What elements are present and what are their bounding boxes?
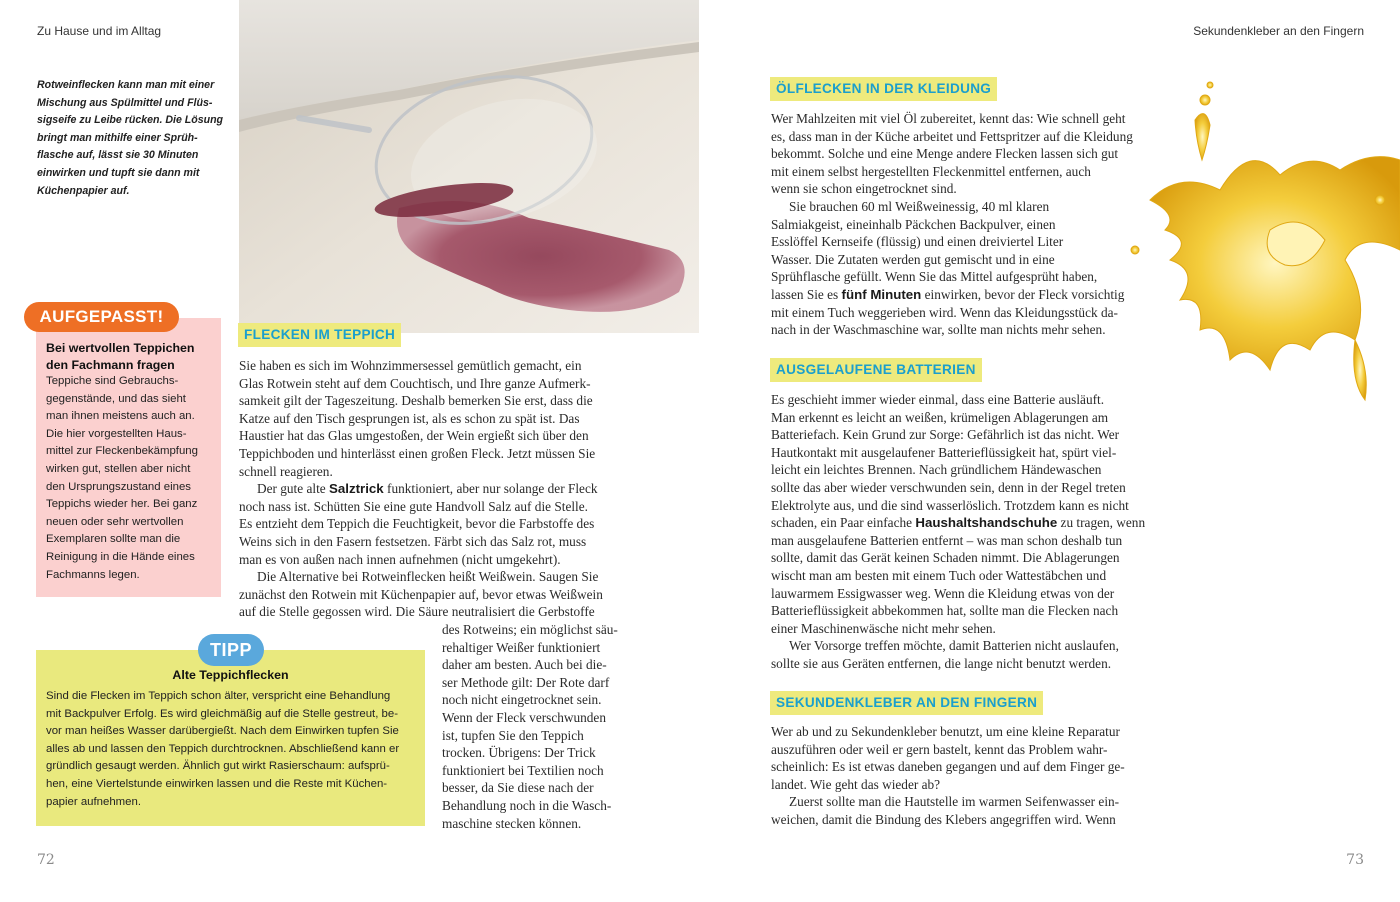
article-oel xyxy=(771,110,1191,339)
text-line: auf die Stelle gegossen wird. Die Säure neutralisiert die Gerbstoffe xyxy=(239,604,595,620)
text-line: Hautkontakt mit ausgelaufener Batterieflüssigkeit hat, spürt viel- xyxy=(771,444,1117,460)
text-line: Behandlung noch in die Wasch- xyxy=(442,797,612,813)
text-line: wischt man am besten mit einem Tuch oder Wattestäbchen und xyxy=(771,567,1107,583)
section-heading-kleber: SEKUNDENKLEBER AN DEN FINGERN xyxy=(770,691,1043,715)
running-head-right: Sekundenkleber an den Fingern xyxy=(1193,24,1364,38)
page-number-right: 73 xyxy=(1346,852,1364,868)
warning-line: den Ursprungszustand eines xyxy=(46,480,192,493)
article-batterien xyxy=(771,391,1191,673)
tip-line: Sind die Flecken im Teppich schon älter, verspricht eine Behandlung xyxy=(46,690,391,702)
text-line: trocken. Übrigens: Der Trick xyxy=(442,745,596,761)
text-line: noch nass ist. Schütten Sie eine gute Handvoll Salz auf die Stelle. xyxy=(239,498,588,514)
text-line: scheinlich: Es ist etwas daneben gegangen und auf dem Finger ge- xyxy=(771,759,1125,775)
text-line: Wer Vorsorge treffen möchte, damit Batterien nicht auslaufen, xyxy=(789,638,1119,654)
warning-title-line: den Fachmann fragen xyxy=(46,357,175,372)
tipp-badge xyxy=(198,634,264,666)
text-line: rehaltiger Weißer funktioniert xyxy=(442,639,601,655)
text-line: weichen, damit die Bindung des Klebers angegriffen wird. Wenn xyxy=(771,811,1116,827)
text-line: nach in der Waschmaschine war, sollte man nichts mehr sehen. xyxy=(771,322,1106,338)
warning-box xyxy=(36,318,221,597)
tip-box-title: Alte Teppichflecken xyxy=(172,668,289,682)
text-line: auszuführen oder weil er gern bastelt, kennt das Problem wahr- xyxy=(771,741,1108,757)
text-line: mit einem selbst hergestellten Fleckenmittel entfernen, auch xyxy=(771,163,1091,179)
text-line: Salmiakgeist, eineinhalb Päckchen Backpulver, einen xyxy=(771,216,1056,232)
text-line: Glas Rotwein steht auf dem Couchtisch, und Ihre ganze Aufmerk- xyxy=(239,375,591,391)
text-line: einer Maschinenwäsche nicht mehr sehen. xyxy=(771,620,996,636)
caption-line: einwirken und tupft sie dann mit xyxy=(37,166,200,179)
text-line: Sie haben es sich im Wohnzimmersessel gemütlich gemacht, ein xyxy=(239,358,582,373)
text-line: Sprühflasche gefüllt. Wenn Sie das Mittel aufgesprüht haben, xyxy=(771,269,1098,285)
text-run: einwirken, bevor der Fleck vorsichtig xyxy=(921,286,1125,302)
text-line: Batteriefach. Kein Grund zur Sorge: Gefährlich ist das nicht. Wer xyxy=(771,427,1120,443)
text-line: man ausgelaufene Batterien entfernt – was man schon deshalb tun xyxy=(771,532,1123,548)
text-run: funktioniert, aber nur solange der Fleck xyxy=(383,481,598,497)
text-run: schaden, ein Paar einfache xyxy=(771,515,916,531)
warning-box-title xyxy=(46,340,211,373)
text-run: zu tragen, wenn xyxy=(1057,515,1146,531)
warning-title-line: Bei wertvollen Teppichen xyxy=(46,341,195,355)
text-line: Sie brauchen 60 ml Weißweinessig, 40 ml klaren xyxy=(789,198,1050,214)
warning-line: Teppichs wieder her. Bei ganz xyxy=(46,498,198,511)
warning-line: Exemplaren sollte man die xyxy=(46,533,181,546)
text-line: noch nicht eingetrocknet sein. xyxy=(442,692,602,708)
text-line: Batterieflüssigkeit abbekommen hat, sollte man die Flecken nach xyxy=(771,603,1119,619)
running-head-left: Zu Hause und im Alltag xyxy=(37,24,162,38)
text-line: sollte sie aus Geräten entfernen, die lange nicht benutzt werden. xyxy=(771,655,1112,671)
warning-line: Reinigung in die Hände eines xyxy=(46,550,195,563)
text-line: mit einem Tuch weggerieben wird. Wenn das Kleidungsstück da- xyxy=(771,304,1118,320)
article-kleber xyxy=(771,723,1191,829)
highlight-haushaltshandschuhe: Haushaltshandschuhe xyxy=(915,515,1058,531)
caption-line: Mischung aus Spülmittel und Flüs- xyxy=(37,96,213,109)
warning-line: Die hier vorgestellten Haus- xyxy=(46,427,187,440)
text-line: Man erkennt es leicht an weißen, krümeligen Ablagerungen am xyxy=(771,409,1109,425)
section-heading-oel: ÖLFLECKEN IN DER KLEIDUNG xyxy=(770,77,997,101)
text-line: Teppichboden und hinterlässt einen großen Fleck. Jetzt müssen Sie xyxy=(239,445,596,461)
aufgepasst-badge xyxy=(24,302,179,332)
tip-box xyxy=(36,650,425,826)
caption-line: Küchenpapier auf. xyxy=(37,184,130,197)
highlight-fuenf-minuten: fünf Minuten xyxy=(841,286,922,302)
text-line: besser, da Sie diese nach der xyxy=(442,780,594,796)
text-line: samkeit gilt der Tageszeitung. Deshalb bemerken Sie erst, dass die xyxy=(239,393,593,409)
text-line: sollte, damit das Gerät keinen Schaden nimmt. Die Ablagerungen xyxy=(771,550,1120,566)
tipp-badge-label: TIPP xyxy=(209,640,252,660)
text-line: schnell reagieren. xyxy=(239,463,333,479)
highlight-salztrick: Salztrick xyxy=(329,481,384,497)
tip-line: papier aufnehmen. xyxy=(46,795,141,808)
warning-line: man ihnen meistens auch an. xyxy=(46,410,195,423)
text-line: Wasser. Die Zutaten werden gut gemischt und in eine xyxy=(771,251,1055,267)
text-run: lassen Sie es xyxy=(771,286,842,302)
text-line: Die Alternative bei Rotweinflecken heißt Weißwein. Saugen Sie xyxy=(257,569,599,585)
caption-line: flasche auf, lässt sie 30 Minuten xyxy=(37,149,199,162)
text-line: leicht ein leichtes Brennen. Nach gründlichem Händewaschen xyxy=(771,462,1102,478)
warning-box-text xyxy=(46,373,211,584)
text-line: Haustier hat das Glas umgestoßen, der Wein ergießt sich über den xyxy=(239,428,589,444)
text-line: Zuerst sollte man die Hautstelle im warmen Seifenwasser ein- xyxy=(789,794,1120,810)
warning-line: wirken gut, stellen aber nicht xyxy=(46,462,191,475)
text-line: Wer ab und zu Sekundenkleber benutzt, um eine kleine Reparatur xyxy=(771,724,1120,739)
caption-line: Rotweinflecken kann man mit einer xyxy=(37,79,215,91)
tip-line: mit Backpulver Erfolg. Es wird gleichmäßig auf die Stelle gestreut, be- xyxy=(46,707,398,720)
text-line: ist, tupfen Sie den Teppich xyxy=(442,727,584,743)
text-line: lauwarmem Essigwasser weg. Wenn die Kleidung etwas von der xyxy=(771,585,1115,601)
text-line: Wer Mahlzeiten mit viel Öl zubereitet, kennt das: Wie schnell geht xyxy=(771,111,1126,126)
warning-line: gegenstände, und das sieht xyxy=(46,392,186,405)
section-heading-batterien: AUSGELAUFENE BATTERIEN xyxy=(770,358,982,382)
text-line: Es geschieht immer wieder einmal, dass eine Batterie ausläuft. xyxy=(771,392,1105,407)
text-line: des Rotweins; ein möglichst säu- xyxy=(442,622,618,637)
text-line: Elektrolyte aus, und die sind wasserlöslich. Trotzdem kann es nicht xyxy=(771,497,1129,513)
section-heading-teppich: FLECKEN IM TEPPICH xyxy=(238,323,401,347)
tip-line: alles ab und lassen den Teppich durchtrocknen. Abschließend kann er xyxy=(46,742,400,755)
text-line: zunächst den Rotwein mit Küchenpapier auf, bevor etwas Weißwein xyxy=(239,586,603,602)
text-line: bekommt. Solche und eine Menge andere Flecken lassen sich gut xyxy=(771,146,1119,162)
text-line: es, dass man in der Küche arbeitet und Fettspritzer auf die Kleidung xyxy=(771,128,1133,144)
article-teppich xyxy=(239,357,631,621)
tip-line: gründlich gesaugt werden. Ähnlich gut wirkt Rasierschaum: aufsprü- xyxy=(46,760,390,773)
caption-line: sigseife zu Leibe rücken. Die Lösung xyxy=(37,114,224,127)
tip-box-text xyxy=(46,688,415,811)
tip-line: vor man heißes Wasser darübergießt. Nach dem Einwirken tupfen Sie xyxy=(46,725,399,738)
warning-line: neuen oder sehr wertvollen xyxy=(46,515,184,528)
text-line: sollte das aber wieder verschwunden sein, denn in der Regel treten xyxy=(771,479,1126,495)
text-line: funktioniert bei Textilien noch xyxy=(442,762,604,778)
text-line: maschine stecken können. xyxy=(442,815,582,831)
text-line: Weins sich in den Fasern festsetzen. Färbt sich das Salz rot, muss xyxy=(239,533,587,549)
text-run: Der gute alte xyxy=(257,481,329,497)
warning-line: Teppiche sind Gebrauchs- xyxy=(46,375,179,387)
text-line xyxy=(239,480,631,498)
text-line: landet. Wie geht das wieder ab? xyxy=(771,776,941,792)
text-line: Katze auf den Tisch gesprungen ist, als es schon zu spät ist. Das xyxy=(239,410,580,426)
text-line: Esslöffel Kernseife (flüssig) und einen dreiviertel Liter xyxy=(771,234,1064,250)
tip-line: hen, eine Viertelstunde einwirken lassen und die Reste mit Küchen- xyxy=(46,777,388,790)
image-caption xyxy=(37,77,227,200)
text-line: daher am besten. Auch bei die- xyxy=(442,657,607,673)
caption-line: bringt man mithilfe einer Sprüh- xyxy=(37,131,198,144)
text-line: Wenn der Fleck verschwunden xyxy=(442,709,606,725)
page-number-left: 72 xyxy=(37,852,55,868)
text-line: man es von außen nach innen aufnehmen (nicht umgekehrt). xyxy=(239,551,561,567)
text-line xyxy=(771,514,1191,532)
warning-line: Fachmanns legen. xyxy=(46,568,140,581)
wine-glass-photo xyxy=(239,0,699,333)
article-teppich-narrow xyxy=(442,621,632,832)
text-line: Es entzieht dem Teppich die Feuchtigkeit, bevor die Farbstoffe des xyxy=(239,516,595,532)
text-line: ser Methode gilt: Der Rote darf xyxy=(442,674,610,690)
warning-line: mittel zur Fleckenbekämpfung xyxy=(46,445,198,458)
text-line xyxy=(771,286,1191,304)
text-line: wenn sie schon eingetrocknet sind. xyxy=(771,181,957,197)
aufgepasst-badge-label: AUFGEPASST! xyxy=(39,307,164,326)
